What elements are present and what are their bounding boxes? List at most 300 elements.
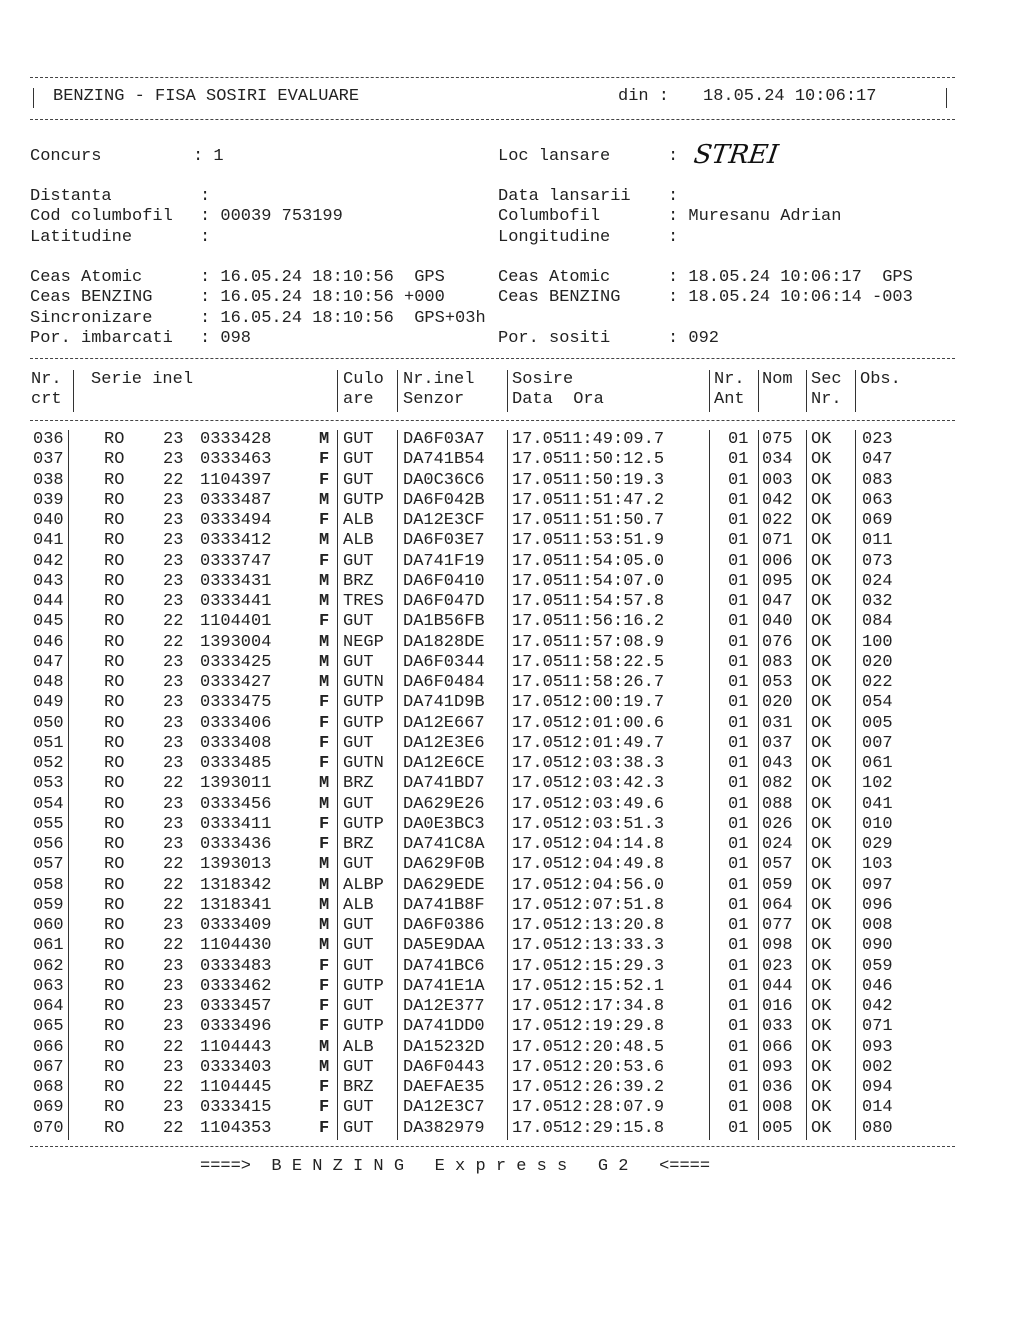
cell-sex: F	[319, 1017, 330, 1037]
table-row	[0, 1098, 1024, 1118]
cell-country: RO	[104, 673, 125, 692]
cell-color: ALB	[343, 895, 374, 915]
cell-year: 22	[163, 774, 184, 794]
cell-sex: M	[319, 855, 330, 875]
header-culoare: Culo	[343, 370, 384, 389]
cell-country: RO	[104, 956, 125, 976]
cell-arrival-date: 17.05	[512, 551, 564, 571]
table-row	[0, 774, 1024, 794]
cell-sensor-id: DA6F047D	[403, 592, 485, 611]
cell-nom: 033	[762, 1017, 793, 1037]
cell-year: 23	[163, 713, 184, 733]
cell-nr-ant: 01	[728, 652, 749, 672]
cell-nom: 008	[762, 1098, 793, 1118]
cell-country: RO	[104, 612, 125, 632]
cell-sex: F	[319, 997, 330, 1016]
cell-ring-number: 0333475	[200, 693, 272, 713]
cell-obs: 059	[862, 956, 893, 976]
cell-year: 22	[163, 855, 184, 875]
cell-arrival-time: 12:07:51.8	[562, 895, 665, 915]
cell-sec-nr: OK	[811, 835, 832, 854]
cell-ring-number: 1104401	[200, 612, 272, 632]
cell-nr-ant: 01	[728, 794, 749, 814]
cell-arrival-time: 11:51:50.7	[562, 511, 665, 530]
cell-nom: 040	[762, 612, 793, 632]
cell-sensor-id: DA6F03E7	[403, 531, 485, 551]
header-sec-nr: Nr.	[811, 390, 842, 409]
divider	[30, 358, 955, 359]
cell-nr-crt: 065	[33, 1017, 64, 1037]
cell-arrival-date: 17.05	[512, 612, 564, 632]
cell-nom: 026	[762, 814, 793, 834]
cell-sex: M	[319, 531, 330, 551]
table-row	[0, 835, 1024, 855]
cell-arrival-date: 17.05	[512, 774, 564, 794]
cell-obs: 022	[862, 673, 893, 692]
cell-arrival-time: 12:20:53.6	[562, 1057, 665, 1077]
cell-color: TRES	[343, 592, 384, 611]
cell-nr-crt: 069	[33, 1098, 64, 1118]
cell-ring-number: 1318342	[200, 875, 272, 895]
cell-country: RO	[104, 713, 125, 733]
cell-country: RO	[104, 490, 125, 510]
cell-year: 23	[163, 754, 184, 773]
cell-year: 23	[163, 976, 184, 996]
cell-country: RO	[104, 1037, 125, 1057]
cell-nr-crt: 040	[33, 511, 64, 530]
cell-nom: 075	[762, 430, 793, 449]
cell-sensor-id: DA629F0B	[403, 855, 485, 875]
cell-obs: 047	[862, 450, 893, 470]
cell-arrival-date: 17.05	[512, 1037, 564, 1057]
table-row	[0, 936, 1024, 956]
cell-nom: 066	[762, 1037, 793, 1057]
columbofil-label: Columbofil	[498, 207, 601, 226]
table-row	[0, 471, 1024, 491]
cell-sensor-id: DA6F0344	[403, 652, 485, 672]
cell-arrival-time: 12:20:48.5	[562, 1037, 665, 1057]
cell-sensor-id: DA1B56FB	[403, 612, 485, 632]
cell-nr-crt: 042	[33, 551, 64, 571]
cell-nr-ant: 01	[728, 754, 749, 773]
cell-color: BRZ	[343, 571, 374, 591]
cell-obs: 063	[862, 490, 893, 510]
cell-year: 23	[163, 794, 184, 814]
table-row	[0, 1017, 1024, 1037]
header-nr-inel: Nr.inel	[403, 370, 475, 389]
cell-sensor-id: DA5E9DAA	[403, 936, 485, 956]
cell-arrival-date: 17.05	[512, 652, 564, 672]
column-divider	[855, 370, 856, 412]
cell-nr-ant: 01	[728, 997, 749, 1016]
cell-arrival-date: 17.05	[512, 1078, 564, 1097]
header-obs: Obs.	[860, 370, 901, 389]
cell-obs: 002	[862, 1057, 893, 1077]
cell-ring-number: 0333463	[200, 450, 272, 470]
cell-year: 23	[163, 511, 184, 530]
cell-sex: F	[319, 733, 330, 753]
cell-arrival-time: 11:49:09.7	[562, 430, 665, 449]
table-row	[0, 1038, 1024, 1058]
cell-arrival-time: 12:00:19.7	[562, 693, 665, 713]
cell-nr-ant: 01	[728, 1037, 749, 1057]
border	[946, 88, 947, 108]
cell-nr-crt: 060	[33, 916, 64, 935]
cell-nr-crt: 047	[33, 652, 64, 672]
cell-arrival-date: 17.05	[512, 693, 564, 713]
cell-ring-number: 0333431	[200, 571, 272, 591]
cell-color: GUT	[343, 916, 374, 935]
cell-ring-number: 0333456	[200, 794, 272, 814]
cell-color: GUT	[343, 997, 374, 1016]
ceas-atomic-label: Ceas Atomic	[30, 268, 143, 287]
cell-ring-number: 0333436	[200, 835, 272, 854]
cell-nr-ant: 01	[728, 571, 749, 591]
cell-arrival-date: 17.05	[512, 571, 564, 591]
cell-obs: 080	[862, 1118, 893, 1138]
cell-arrival-time: 12:26:39.2	[562, 1078, 665, 1097]
cell-sensor-id: DA6F0410	[403, 571, 485, 591]
page-title: BENZING - FISA SOSIRI EVALUARE	[53, 87, 360, 106]
cell-country: RO	[104, 571, 125, 591]
cell-sex: M	[319, 774, 330, 794]
cell-nr-crt: 052	[33, 754, 64, 773]
concurs-value: : 1	[193, 147, 224, 166]
cell-color: GUTP	[343, 814, 384, 834]
cell-nr-ant: 01	[728, 733, 749, 753]
cell-obs: 046	[862, 976, 893, 996]
cell-nom: 006	[762, 551, 793, 571]
cell-nr-crt: 037	[33, 450, 64, 470]
cell-nr-crt: 055	[33, 814, 64, 834]
table-row	[0, 815, 1024, 835]
cell-nr-ant: 01	[728, 592, 749, 611]
cell-ring-number: 0333406	[200, 713, 272, 733]
cell-nr-ant: 01	[728, 511, 749, 530]
cell-year: 22	[163, 612, 184, 632]
cell-sex: M	[319, 916, 330, 935]
cell-sensor-id: DA6F042B	[403, 490, 485, 510]
cell-color: GUT	[343, 450, 374, 470]
sincronizare-label: Sincronizare	[30, 309, 153, 328]
cell-color: GUT	[343, 612, 374, 632]
cell-country: RO	[104, 855, 125, 875]
cell-sec-nr: OK	[811, 794, 832, 814]
cell-arrival-time: 11:54:57.8	[562, 592, 665, 611]
cell-color: GUTN	[343, 673, 384, 692]
cell-year: 23	[163, 490, 184, 510]
column-divider	[855, 430, 856, 1140]
table-row	[0, 1119, 1024, 1139]
cell-nr-crt: 043	[33, 571, 64, 591]
cell-arrival-time: 12:03:51.3	[562, 814, 665, 834]
cell-arrival-date: 17.05	[512, 875, 564, 895]
table-row	[0, 795, 1024, 815]
cell-year: 23	[163, 531, 184, 551]
cell-sec-nr: OK	[811, 895, 832, 915]
cell-year: 23	[163, 652, 184, 672]
cell-arrival-date: 17.05	[512, 794, 564, 814]
cell-nom: 037	[762, 733, 793, 753]
cell-nr-ant: 01	[728, 855, 749, 875]
cell-country: RO	[104, 551, 125, 571]
cell-arrival-date: 17.05	[512, 855, 564, 875]
cell-country: RO	[104, 470, 125, 490]
cell-sensor-id: DA741D9B	[403, 693, 485, 713]
cell-nr-ant: 01	[728, 976, 749, 996]
cell-sensor-id: DA741DD0	[403, 1017, 485, 1037]
cell-year: 23	[163, 997, 184, 1016]
cell-ring-number: 0333428	[200, 430, 272, 449]
cell-country: RO	[104, 1057, 125, 1077]
cell-ring-number: 0333425	[200, 652, 272, 672]
divider	[30, 1146, 955, 1147]
por-sositi-label: Por. sositi	[498, 329, 611, 348]
cell-sensor-id: DA741F19	[403, 551, 485, 571]
cell-nr-crt: 044	[33, 592, 64, 611]
cell-obs: 011	[862, 531, 893, 551]
ceas-atomic-label-right: Ceas Atomic	[498, 268, 611, 287]
cell-year: 22	[163, 895, 184, 915]
cell-year: 22	[163, 875, 184, 895]
cell-sex: M	[319, 430, 330, 449]
header-serie-inel: Serie inel	[91, 370, 194, 389]
cell-obs: 069	[862, 511, 893, 530]
cell-obs: 097	[862, 875, 893, 895]
cell-country: RO	[104, 733, 125, 753]
cell-year: 22	[163, 632, 184, 652]
cell-nr-crt: 054	[33, 794, 64, 814]
cell-country: RO	[104, 592, 125, 611]
cell-arrival-date: 17.05	[512, 997, 564, 1016]
din-label: din :	[618, 87, 670, 106]
cell-nom: 064	[762, 895, 793, 915]
cell-arrival-time: 12:13:33.3	[562, 936, 665, 956]
cell-sec-nr: OK	[811, 693, 832, 713]
cell-nom: 005	[762, 1118, 793, 1138]
cell-obs: 061	[862, 754, 893, 773]
cell-sensor-id: DA0C36C6	[403, 470, 485, 490]
cell-year: 23	[163, 592, 184, 611]
cell-arrival-date: 17.05	[512, 814, 564, 834]
cell-obs: 008	[862, 916, 893, 935]
divider	[30, 420, 955, 421]
table-row	[0, 734, 1024, 754]
cell-nom: 076	[762, 632, 793, 652]
cell-arrival-time: 12:03:38.3	[562, 754, 665, 773]
cell-arrival-time: 11:51:47.2	[562, 490, 665, 510]
cell-color: GUT	[343, 1057, 374, 1077]
cell-country: RO	[104, 814, 125, 834]
cell-ring-number: 0333427	[200, 673, 272, 692]
column-divider	[806, 430, 807, 1140]
cell-sex: F	[319, 612, 330, 632]
cell-ring-number: 0333408	[200, 733, 272, 753]
sincronizare-value: : 16.05.24 18:10:56 GPS+03h	[200, 309, 486, 328]
cell-arrival-time: 12:01:00.6	[562, 713, 665, 733]
cell-sex: F	[319, 693, 330, 713]
cell-nr-crt: 041	[33, 531, 64, 551]
cell-nr-ant: 01	[728, 1078, 749, 1097]
cell-sec-nr: OK	[811, 531, 832, 551]
cell-ring-number: 0333409	[200, 916, 272, 935]
cell-year: 23	[163, 571, 184, 591]
cell-arrival-date: 17.05	[512, 450, 564, 470]
divider	[30, 77, 955, 78]
cell-year: 23	[163, 673, 184, 692]
cell-ring-number: 1104430	[200, 936, 272, 956]
cell-nr-ant: 01	[728, 1057, 749, 1077]
cell-sensor-id: DA382979	[403, 1118, 485, 1138]
cell-arrival-date: 17.05	[512, 1017, 564, 1037]
cell-color: GUTP	[343, 693, 384, 713]
table-row	[0, 552, 1024, 572]
cell-arrival-time: 12:19:29.8	[562, 1017, 665, 1037]
cell-arrival-time: 12:03:42.3	[562, 774, 665, 794]
cell-sex: F	[319, 956, 330, 976]
cell-obs: 093	[862, 1037, 893, 1057]
por-imbarcati-value: : 098	[200, 329, 252, 348]
cell-nr-crt: 068	[33, 1078, 64, 1097]
cell-nr-crt: 062	[33, 956, 64, 976]
cell-arrival-time: 12:17:34.8	[562, 997, 665, 1016]
cell-color: GUTN	[343, 754, 384, 773]
cell-obs: 103	[862, 855, 893, 875]
cell-nom: 082	[762, 774, 793, 794]
cell-year: 22	[163, 936, 184, 956]
table-row	[0, 1058, 1024, 1078]
cell-color: NEGP	[343, 632, 384, 652]
cell-arrival-date: 17.05	[512, 511, 564, 530]
cell-arrival-time: 11:58:26.7	[562, 673, 665, 692]
cell-arrival-time: 12:03:49.6	[562, 794, 665, 814]
cell-year: 23	[163, 693, 184, 713]
column-divider	[806, 370, 807, 412]
cell-obs: 084	[862, 612, 893, 632]
cell-ring-number: 0333412	[200, 531, 272, 551]
cell-nr-ant: 01	[728, 956, 749, 976]
cell-nom: 036	[762, 1078, 793, 1097]
header-sec: Sec	[811, 370, 842, 389]
cell-sex: F	[319, 814, 330, 834]
cell-nr-crt: 045	[33, 612, 64, 632]
cell-arrival-date: 17.05	[512, 916, 564, 935]
table-row	[0, 855, 1024, 875]
cell-sec-nr: OK	[811, 1057, 832, 1077]
cell-nr-ant: 01	[728, 632, 749, 652]
cell-sex: M	[319, 632, 330, 652]
cell-country: RO	[104, 1017, 125, 1037]
cell-sec-nr: OK	[811, 592, 832, 611]
header-nom: Nom	[762, 370, 793, 389]
cell-sec-nr: OK	[811, 430, 832, 449]
cell-nr-ant: 01	[728, 531, 749, 551]
cell-arrival-time: 11:56:16.2	[562, 612, 665, 632]
longitudine-label: Longitudine	[498, 228, 611, 247]
cell-country: RO	[104, 774, 125, 794]
cell-nom: 031	[762, 713, 793, 733]
table-row	[0, 693, 1024, 713]
cell-nr-crt: 036	[33, 430, 64, 449]
cell-sex: M	[319, 895, 330, 915]
cell-color: GUTP	[343, 490, 384, 510]
cell-arrival-date: 17.05	[512, 956, 564, 976]
cell-sensor-id: DA741BD7	[403, 774, 485, 794]
cell-country: RO	[104, 835, 125, 854]
cell-ring-number: 0333487	[200, 490, 272, 510]
cell-sex: M	[319, 936, 330, 956]
cell-arrival-date: 17.05	[512, 1118, 564, 1138]
cell-ring-number: 1104445	[200, 1078, 272, 1097]
column-divider	[507, 370, 508, 412]
cell-ring-number: 0333415	[200, 1098, 272, 1118]
cell-sensor-id: DA6F0443	[403, 1057, 485, 1077]
cell-color: ALB	[343, 1037, 374, 1057]
cell-nr-crt: 057	[33, 855, 64, 875]
cell-ring-number: 0333403	[200, 1057, 272, 1077]
cell-sec-nr: OK	[811, 1098, 832, 1118]
cell-ring-number: 1104443	[200, 1037, 272, 1057]
cell-arrival-time: 12:04:14.8	[562, 835, 665, 854]
cell-arrival-time: 12:28:07.9	[562, 1098, 665, 1118]
table-row	[0, 491, 1024, 511]
cell-sex: F	[319, 835, 330, 854]
cell-sex: F	[319, 1078, 330, 1097]
cell-color: ALB	[343, 511, 374, 530]
footer-text: ====> B E N Z I N G E x p r e s s G 2 <====	[200, 1157, 711, 1176]
cell-sec-nr: OK	[811, 1078, 832, 1097]
cell-arrival-time: 12:01:49.7	[562, 733, 665, 753]
cell-color: GUT	[343, 794, 374, 814]
cell-sec-nr: OK	[811, 754, 832, 773]
divider	[30, 119, 955, 120]
cell-year: 23	[163, 733, 184, 753]
cell-obs: 041	[862, 794, 893, 814]
cell-nom: 095	[762, 571, 793, 591]
concurs-label: Concurs	[30, 147, 102, 166]
cell-sex: M	[319, 652, 330, 672]
table-row	[0, 592, 1024, 612]
cell-nom: 053	[762, 673, 793, 692]
cell-sec-nr: OK	[811, 855, 832, 875]
cell-sex: F	[319, 713, 330, 733]
cell-color: BRZ	[343, 1078, 374, 1097]
cell-arrival-date: 17.05	[512, 1057, 564, 1077]
cell-nr-crt: 056	[33, 835, 64, 854]
cell-nr-ant: 01	[728, 916, 749, 935]
cell-sec-nr: OK	[811, 1037, 832, 1057]
cell-year: 22	[163, 1037, 184, 1057]
cell-nom: 034	[762, 450, 793, 470]
cell-sex: M	[319, 673, 330, 692]
cell-nr-ant: 01	[728, 612, 749, 632]
column-divider	[709, 430, 710, 1140]
cell-year: 23	[163, 956, 184, 976]
cell-nr-ant: 01	[728, 430, 749, 449]
cell-color: GUT	[343, 855, 374, 875]
cell-sec-nr: OK	[811, 632, 832, 652]
header-data-ora: Data Ora	[512, 390, 604, 409]
cell-nr-crt: 048	[33, 673, 64, 692]
cell-nom: 044	[762, 976, 793, 996]
cell-sensor-id: DA12E3CF	[403, 511, 485, 530]
cell-obs: 102	[862, 774, 893, 794]
cell-ring-number: 1104397	[200, 470, 272, 490]
cell-obs: 090	[862, 936, 893, 956]
cell-color: ALB	[343, 531, 374, 551]
por-sositi-value: : 092	[668, 329, 720, 348]
header-sosire: Sosire	[512, 370, 574, 389]
